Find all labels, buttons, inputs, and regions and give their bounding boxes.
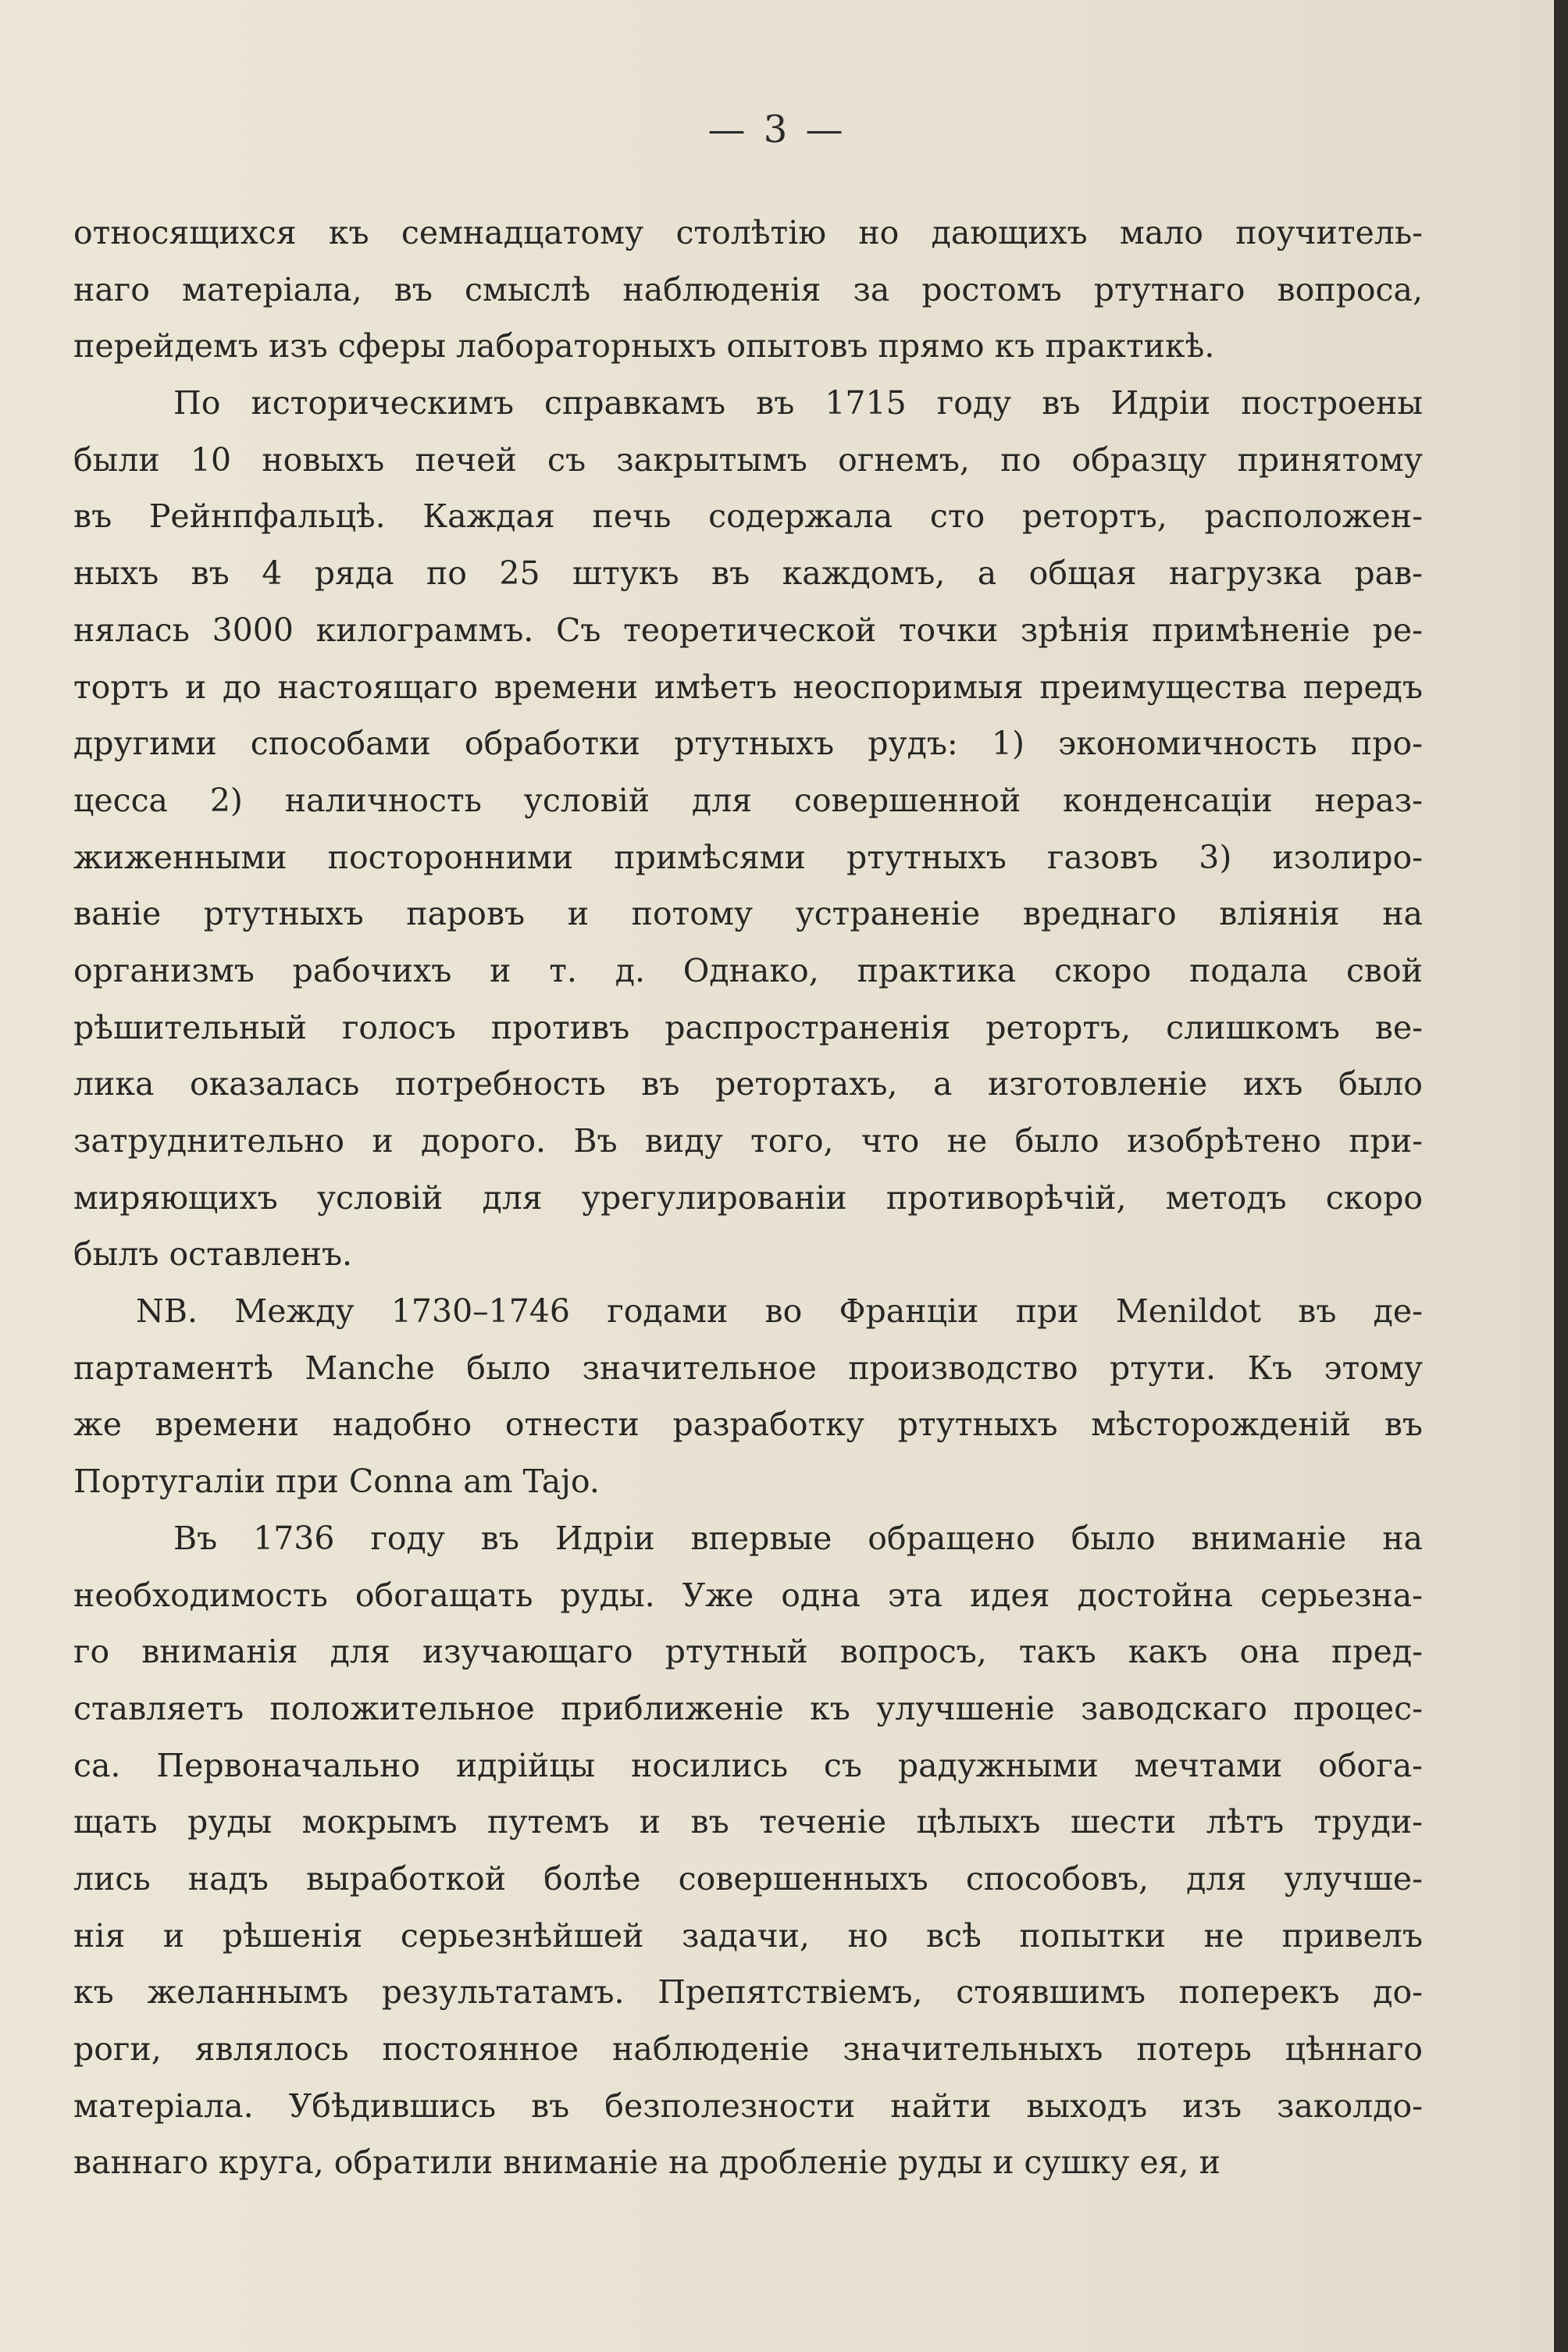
paragraph [73, 375, 1423, 1283]
text-line: По историческимъ справкамъ въ 1715 году въ Идріи построены [173, 384, 1423, 422]
text-line: ваннаго круга, обратили вниманіе на дробленіе руды и сушку ея, и [73, 2144, 1221, 2182]
paragraph [73, 1510, 1423, 2191]
text-line: жиженными посторонними примѣсями ртутныхъ газовъ 3) изолиро- [73, 838, 1423, 876]
text-line: ставляетъ положительное приближеніе къ улучшеніе заводскаго процес- [73, 1689, 1423, 1727]
text-line: Португаліи при Conna am Tajo. [73, 1463, 600, 1501]
text-line: го вниманія для изучающаго ртутный вопросъ, такъ какъ она пред- [73, 1633, 1423, 1671]
page-number: — 3 — [707, 108, 846, 151]
text-line: организмъ рабочихъ и т. д. Однако, практика скоро подала свой [73, 951, 1423, 989]
text-line: были 10 новыхъ печей съ закрытымъ огнемъ, по образцу принятому [73, 440, 1423, 479]
text-line: нія и рѣшенія серьезнѣйшей задачи, но всѣ попытки не привелъ [73, 1916, 1423, 1955]
text-line: партаментѣ Manche было значительное производство ртути. Къ этому [73, 1349, 1423, 1387]
text-line: затруднительно и дорого. Въ виду того, что не было изобрѣтено при- [73, 1122, 1423, 1160]
paragraph [73, 205, 1423, 375]
text-line: другими способами обработки ртутныхъ рудъ: 1) экономичность про- [73, 725, 1423, 763]
body-text [73, 205, 1423, 2191]
text-line: Въ 1736 году въ Идріи впервые обращено было вниманіе на [173, 1519, 1423, 1557]
text-line: миряющихъ условій для урегулированіи противорѣчій, методъ скоро [73, 1178, 1423, 1217]
text-line: перейдемъ изъ сферы лабораторныхъ опытовъ прямо къ практикѣ. [73, 327, 1215, 365]
text-line: лись надъ выработкой болѣе совершенныхъ способовъ, для улучше- [73, 1859, 1423, 1898]
text-line: щать руды мокрымъ путемъ и въ теченіе цѣлыхъ шести лѣтъ труди- [73, 1803, 1423, 1841]
text-line: матеріала. Убѣдившись въ безполезности найти выходъ изъ заколдо- [73, 2087, 1423, 2125]
text-line: нялась 3000 килограммъ. Съ теоретической точки зрѣнія примѣненіе ре- [73, 611, 1423, 649]
text-line: тортъ и до настоящаго времени имѣетъ неоспоримыя преимущества передъ [73, 668, 1423, 706]
paragraph [73, 1283, 1423, 1510]
text-line: относящихся къ семнадцатому столѣтію но дающихъ мало поучитель- [73, 214, 1423, 251]
text-line: въ Рейнпфальцѣ. Каждая печь содержала сто ретортъ, расположен- [73, 497, 1423, 536]
text-line: лика оказалась потребность въ ретортахъ, а изготовленіе ихъ было [73, 1065, 1423, 1103]
text-line: ныхъ въ 4 ряда по 25 штукъ въ каждомъ, а общая нагрузка рав- [73, 554, 1423, 593]
text-line: ваніе ртутныхъ паровъ и потому устраненіе вреднаго вліянія на [73, 895, 1423, 933]
text-line: рѣшительный голосъ противъ распространенія ретортъ, слишкомъ ве- [73, 1008, 1423, 1046]
text-line: цесса 2) наличность условій для совершенной конденсаціи нераз- [73, 781, 1423, 819]
text-line: необходимость обогащать руды. Уже одна эта идея достойна серьезна- [73, 1576, 1423, 1614]
text-line: NB. Между 1730–1746 годами во Франціи при Menildot въ де- [136, 1292, 1423, 1331]
text-line: былъ оставленъ. [73, 1235, 353, 1274]
text-line: са. Первоначально идрійцы носились съ радужными мечтами обога- [73, 1746, 1423, 1784]
text-line: къ желаннымъ результатамъ. Препятствіемъ, стоявшимъ поперекъ до- [73, 1973, 1423, 2012]
text-line: роги, являлось постоянное наблюденіе значительныхъ потерь цѣннаго [73, 2030, 1423, 2068]
text-line: наго матеріала, въ смыслѣ наблюденія за ростомъ ртутнаго вопроса, [73, 270, 1423, 308]
text-line: же времени надобно отнести разработку ртутныхъ мѣсторожденій въ [73, 1406, 1423, 1444]
